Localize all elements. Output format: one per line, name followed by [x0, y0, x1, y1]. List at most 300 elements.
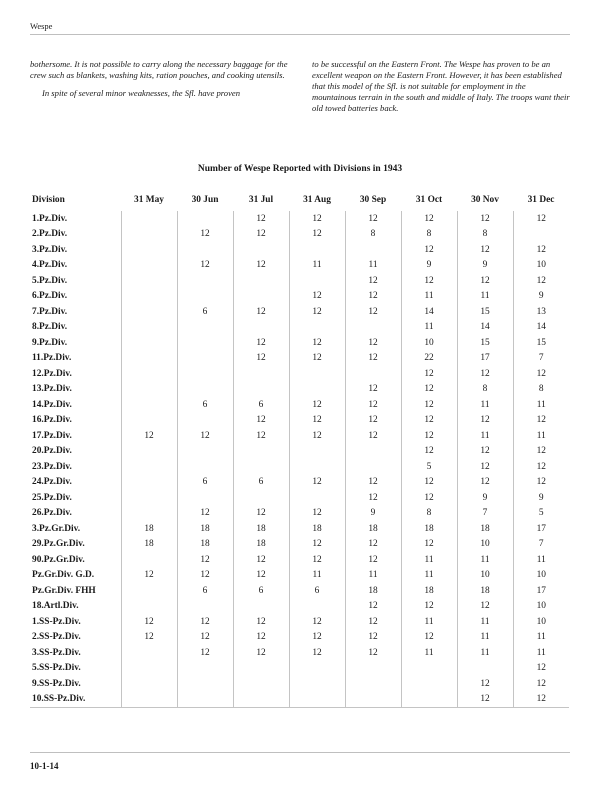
- count-cell: [289, 692, 345, 708]
- column-header-date: 30 Jun: [191, 195, 219, 205]
- count-cell: 12: [289, 397, 345, 413]
- count-cell: 12: [513, 273, 569, 289]
- table-row: [30, 521, 569, 537]
- table-row: [30, 490, 569, 506]
- table-row: [30, 289, 569, 305]
- count-cell: 11: [513, 552, 569, 568]
- count-cell: [121, 552, 177, 568]
- table-row: [30, 242, 569, 258]
- count-cell: 12: [233, 568, 289, 584]
- count-cell: [289, 599, 345, 615]
- count-cell: [289, 459, 345, 475]
- count-cell: 12: [345, 304, 401, 320]
- count-cell: 9: [345, 506, 401, 522]
- count-cell: 11: [401, 289, 457, 305]
- count-cell: 12: [513, 692, 569, 708]
- count-cell: [121, 320, 177, 336]
- division-name-cell: 18.Artl.Div.: [32, 601, 79, 612]
- table-row: [30, 645, 569, 661]
- count-cell: 6: [177, 304, 233, 320]
- column-header-date: 30 Nov: [471, 195, 499, 205]
- count-cell: 12: [233, 413, 289, 429]
- division-name-cell: 16.Pz.Div.: [32, 415, 72, 426]
- count-cell: 12: [457, 211, 513, 227]
- count-cell: [233, 676, 289, 692]
- count-cell: 12: [289, 645, 345, 661]
- footer-rule: [30, 752, 570, 753]
- count-cell: 12: [401, 490, 457, 506]
- count-cell: 12: [289, 335, 345, 351]
- count-cell: 12: [289, 630, 345, 646]
- count-cell: 6: [177, 397, 233, 413]
- count-cell: 10: [457, 568, 513, 584]
- division-name-cell: Pz.Gr.Div. G.D.: [32, 570, 95, 581]
- count-cell: [121, 304, 177, 320]
- count-cell: 12: [345, 490, 401, 506]
- count-cell: 12: [513, 676, 569, 692]
- count-cell: 12: [121, 630, 177, 646]
- right-column: [312, 59, 570, 114]
- count-cell: 18: [177, 521, 233, 537]
- left-paragraph-2: In spite of several minor weaknesses, the Sfl. have proven: [42, 88, 241, 99]
- count-cell: [345, 459, 401, 475]
- count-cell: [121, 599, 177, 615]
- table-row: [30, 552, 569, 568]
- count-cell: [345, 692, 401, 708]
- table-row: [30, 397, 569, 413]
- count-cell: 12: [289, 614, 345, 630]
- division-name-cell: 9.SS-Pz.Div.: [32, 678, 81, 689]
- count-cell: 12: [401, 382, 457, 398]
- division-name-cell: 1.SS-Pz.Div.: [32, 616, 81, 627]
- count-cell: 12: [121, 428, 177, 444]
- count-cell: 12: [401, 413, 457, 429]
- column-header-date: 31 May: [134, 195, 164, 205]
- count-cell: 12: [513, 366, 569, 382]
- count-cell: 12: [457, 242, 513, 258]
- count-cell: [177, 599, 233, 615]
- count-cell: 15: [457, 304, 513, 320]
- count-cell: [289, 661, 345, 677]
- count-cell: 18: [121, 521, 177, 537]
- count-cell: 12: [513, 242, 569, 258]
- count-cell: 11: [457, 289, 513, 305]
- count-cell: 9: [457, 258, 513, 274]
- count-cell: 8: [513, 382, 569, 398]
- division-name-cell: 5.Pz.Div.: [32, 275, 68, 286]
- count-cell: 12: [289, 506, 345, 522]
- header-rule: [30, 34, 570, 35]
- table-row: [30, 661, 569, 677]
- count-cell: 12: [177, 258, 233, 274]
- count-cell: 12: [345, 335, 401, 351]
- count-cell: 12: [401, 630, 457, 646]
- count-cell: 12: [233, 335, 289, 351]
- count-cell: 18: [345, 521, 401, 537]
- count-cell: 12: [401, 273, 457, 289]
- count-cell: 18: [233, 521, 289, 537]
- count-cell: 12: [345, 552, 401, 568]
- column-header-date: 31 Dec: [527, 195, 555, 205]
- count-cell: 12: [233, 552, 289, 568]
- count-cell: [177, 444, 233, 460]
- count-cell: 6: [177, 583, 233, 599]
- count-cell: 12: [345, 382, 401, 398]
- count-cell: 12: [177, 568, 233, 584]
- count-cell: [121, 444, 177, 460]
- count-cell: 12: [289, 552, 345, 568]
- count-cell: 10: [513, 614, 569, 630]
- count-cell: 12: [345, 537, 401, 553]
- count-cell: 18: [401, 521, 457, 537]
- table-row: [30, 614, 569, 630]
- count-cell: 12: [345, 289, 401, 305]
- count-cell: [177, 366, 233, 382]
- table-row: [30, 630, 569, 646]
- count-cell: [177, 320, 233, 336]
- count-cell: 6: [289, 583, 345, 599]
- count-cell: 12: [289, 475, 345, 491]
- count-cell: [233, 382, 289, 398]
- count-cell: 6: [177, 475, 233, 491]
- count-cell: 18: [121, 537, 177, 553]
- count-cell: [233, 444, 289, 460]
- count-cell: 10: [513, 568, 569, 584]
- count-cell: [121, 475, 177, 491]
- division-name-cell: 3.Pz.Gr.Div.: [32, 523, 81, 534]
- table-row: [30, 506, 569, 522]
- count-cell: 13: [513, 304, 569, 320]
- division-name-cell: 7.Pz.Div.: [32, 306, 68, 317]
- count-cell: 12: [289, 227, 345, 243]
- count-cell: [289, 490, 345, 506]
- count-cell: 12: [457, 459, 513, 475]
- count-cell: [121, 258, 177, 274]
- count-cell: [177, 351, 233, 367]
- count-cell: 11: [457, 630, 513, 646]
- table-row: [30, 568, 569, 584]
- count-cell: 12: [401, 242, 457, 258]
- count-cell: [345, 676, 401, 692]
- count-cell: 12: [401, 366, 457, 382]
- count-cell: [233, 366, 289, 382]
- count-cell: [233, 320, 289, 336]
- count-cell: 12: [401, 211, 457, 227]
- count-cell: 7: [513, 351, 569, 367]
- count-cell: 12: [513, 444, 569, 460]
- division-name-cell: 11.Pz.Div.: [32, 353, 72, 364]
- count-cell: 12: [513, 475, 569, 491]
- count-cell: 8: [401, 506, 457, 522]
- count-cell: [233, 459, 289, 475]
- division-name-cell: 3.Pz.Div.: [32, 244, 68, 255]
- count-cell: [233, 490, 289, 506]
- division-name-cell: 6.Pz.Div.: [32, 291, 68, 302]
- count-cell: 12: [177, 630, 233, 646]
- count-cell: 12: [289, 304, 345, 320]
- count-cell: 12: [345, 475, 401, 491]
- count-cell: 12: [289, 428, 345, 444]
- count-cell: 12: [401, 599, 457, 615]
- count-cell: 8: [457, 382, 513, 398]
- count-cell: 12: [457, 366, 513, 382]
- count-cell: 18: [177, 537, 233, 553]
- count-cell: 9: [513, 289, 569, 305]
- count-cell: 12: [457, 413, 513, 429]
- count-cell: [121, 506, 177, 522]
- division-name-cell: 29.Pz.Gr.Div.: [32, 539, 85, 550]
- count-cell: [401, 692, 457, 708]
- count-cell: [177, 335, 233, 351]
- count-cell: 12: [177, 506, 233, 522]
- count-cell: [289, 320, 345, 336]
- column-header-date: 31 Oct: [415, 195, 443, 205]
- count-cell: 12: [345, 630, 401, 646]
- count-cell: 12: [513, 211, 569, 227]
- column-header-date: 30 Sep: [359, 195, 387, 205]
- division-name-cell: 1.Pz.Div.: [32, 213, 68, 224]
- count-cell: 11: [457, 428, 513, 444]
- count-cell: 12: [233, 630, 289, 646]
- count-cell: 10: [513, 258, 569, 274]
- count-cell: [345, 366, 401, 382]
- count-cell: 12: [401, 475, 457, 491]
- count-cell: 11: [289, 258, 345, 274]
- column-header-division: Division: [32, 195, 65, 205]
- body-text: [30, 59, 570, 114]
- count-cell: 11: [457, 552, 513, 568]
- count-cell: 12: [457, 273, 513, 289]
- left-column: [30, 59, 288, 114]
- count-cell: [121, 211, 177, 227]
- table-row: [30, 599, 569, 615]
- count-cell: 12: [457, 692, 513, 708]
- count-cell: [177, 382, 233, 398]
- count-cell: 10: [457, 537, 513, 553]
- count-cell: 11: [401, 614, 457, 630]
- count-cell: 11: [345, 258, 401, 274]
- count-cell: 11: [401, 320, 457, 336]
- division-name-cell: 8.Pz.Div.: [32, 322, 68, 333]
- count-cell: 11: [457, 397, 513, 413]
- left-paragraph-1: bothersome. It is not possible to carry along the necessary baggage for the crew such as blankets, washing kits, ration pouches, and cooking utensils.: [30, 59, 288, 81]
- table-row: [30, 304, 569, 320]
- count-cell: [289, 444, 345, 460]
- table-row: [30, 273, 569, 289]
- count-cell: 12: [345, 614, 401, 630]
- division-name-cell: 17.Pz.Div.: [32, 430, 72, 441]
- table-row: [30, 227, 569, 243]
- count-cell: 6: [233, 583, 289, 599]
- count-cell: [121, 351, 177, 367]
- table-row: [30, 583, 569, 599]
- count-cell: 11: [401, 568, 457, 584]
- count-cell: 14: [513, 320, 569, 336]
- count-cell: 8: [401, 227, 457, 243]
- count-cell: [121, 289, 177, 305]
- count-cell: [401, 661, 457, 677]
- table-row: [30, 444, 569, 460]
- count-cell: 12: [177, 645, 233, 661]
- count-cell: 17: [457, 351, 513, 367]
- count-cell: [289, 242, 345, 258]
- table-row: [30, 351, 569, 367]
- count-cell: 12: [233, 351, 289, 367]
- table-row: [30, 382, 569, 398]
- table-row: [30, 335, 569, 351]
- division-name-cell: 20.Pz.Div.: [32, 446, 72, 457]
- division-name-cell: 12.Pz.Div.: [32, 368, 72, 379]
- count-cell: 11: [345, 568, 401, 584]
- count-cell: 12: [233, 211, 289, 227]
- count-cell: [289, 273, 345, 289]
- count-cell: 12: [233, 614, 289, 630]
- count-cell: 6: [233, 475, 289, 491]
- count-cell: [289, 366, 345, 382]
- count-cell: 12: [457, 475, 513, 491]
- division-name-cell: 2.Pz.Div.: [32, 229, 68, 240]
- table-header-row: [30, 189, 569, 211]
- count-cell: [457, 661, 513, 677]
- count-cell: 12: [401, 397, 457, 413]
- count-cell: 12: [457, 599, 513, 615]
- count-cell: 12: [345, 645, 401, 661]
- count-cell: 11: [289, 568, 345, 584]
- count-cell: 10: [513, 599, 569, 615]
- count-cell: 18: [457, 521, 513, 537]
- count-cell: 12: [233, 506, 289, 522]
- table-row: [30, 413, 569, 429]
- division-name-cell: 10.SS-Pz.Div.: [30, 692, 121, 708]
- table-title: Number of Wespe Reported with Divisions in 1943: [197, 164, 403, 174]
- count-cell: 9: [457, 490, 513, 506]
- count-cell: 12: [401, 428, 457, 444]
- division-name-cell: 9.Pz.Div.: [32, 337, 68, 348]
- count-cell: 12: [345, 428, 401, 444]
- count-cell: [121, 692, 177, 708]
- count-cell: [233, 599, 289, 615]
- division-name-cell: Pz.Gr.Div. FHH: [32, 585, 96, 596]
- count-cell: 8: [345, 227, 401, 243]
- count-cell: 7: [513, 537, 569, 553]
- division-name-cell: 5.SS-Pz.Div.: [32, 663, 81, 674]
- count-cell: 12: [289, 211, 345, 227]
- count-cell: 11: [513, 397, 569, 413]
- count-cell: 12: [233, 304, 289, 320]
- count-cell: 18: [457, 583, 513, 599]
- division-name-cell: 13.Pz.Div.: [32, 384, 72, 395]
- count-cell: [121, 382, 177, 398]
- count-cell: 12: [513, 413, 569, 429]
- count-cell: [177, 490, 233, 506]
- table-row: [30, 676, 569, 692]
- count-cell: 12: [289, 351, 345, 367]
- count-cell: 8: [457, 227, 513, 243]
- count-cell: [177, 413, 233, 429]
- count-cell: 11: [401, 645, 457, 661]
- table-row: [30, 428, 569, 444]
- count-cell: [121, 227, 177, 243]
- division-name-cell: 23.Pz.Div.: [32, 461, 72, 472]
- count-cell: 12: [233, 227, 289, 243]
- count-cell: 12: [289, 289, 345, 305]
- count-cell: [177, 661, 233, 677]
- count-cell: [345, 444, 401, 460]
- page-number: 10-1-14: [30, 761, 59, 771]
- wespe-table: [30, 189, 569, 708]
- count-cell: 12: [121, 614, 177, 630]
- count-cell: 17: [513, 521, 569, 537]
- table-body: [30, 211, 569, 708]
- division-name-cell: 2.SS-Pz.Div.: [32, 632, 81, 643]
- count-cell: 12: [457, 676, 513, 692]
- count-cell: 14: [401, 304, 457, 320]
- count-cell: [177, 459, 233, 475]
- count-cell: 11: [401, 552, 457, 568]
- count-cell: 12: [177, 428, 233, 444]
- count-cell: 12: [289, 413, 345, 429]
- count-cell: [121, 645, 177, 661]
- count-cell: [121, 413, 177, 429]
- count-cell: [233, 661, 289, 677]
- count-cell: 12: [457, 444, 513, 460]
- count-cell: 6: [233, 397, 289, 413]
- count-cell: [289, 382, 345, 398]
- count-cell: 5: [401, 459, 457, 475]
- count-cell: 12: [233, 645, 289, 661]
- count-cell: 17: [513, 583, 569, 599]
- count-cell: 12: [345, 599, 401, 615]
- table-row: [30, 692, 569, 708]
- division-name-cell: 90.Pz.Gr.Div.: [32, 554, 85, 565]
- table-row: [30, 258, 569, 274]
- table-row: [30, 537, 569, 553]
- count-cell: 12: [121, 568, 177, 584]
- count-cell: 22: [401, 351, 457, 367]
- count-cell: 5: [513, 506, 569, 522]
- table-row: [30, 211, 569, 227]
- column-header-date: 31 Aug: [303, 195, 331, 205]
- count-cell: 12: [177, 552, 233, 568]
- division-name-cell: 24.Pz.Div.: [32, 477, 72, 488]
- count-cell: [233, 242, 289, 258]
- count-cell: 12: [177, 614, 233, 630]
- count-cell: [177, 242, 233, 258]
- table-row: [30, 475, 569, 491]
- count-cell: 18: [233, 537, 289, 553]
- table-row: [30, 320, 569, 336]
- count-cell: 12: [177, 227, 233, 243]
- count-cell: [177, 211, 233, 227]
- count-cell: [233, 692, 289, 708]
- division-name-cell: 25.Pz.Div.: [32, 492, 72, 503]
- count-cell: [233, 273, 289, 289]
- count-cell: 12: [401, 444, 457, 460]
- table-row: [30, 459, 569, 475]
- count-cell: [233, 289, 289, 305]
- count-cell: [121, 490, 177, 506]
- division-name-cell: 14.Pz.Div.: [32, 399, 72, 410]
- count-cell: 14: [457, 320, 513, 336]
- count-cell: 11: [457, 614, 513, 630]
- count-cell: 7: [457, 506, 513, 522]
- count-cell: 15: [513, 335, 569, 351]
- count-cell: 12: [513, 661, 569, 677]
- count-cell: [177, 273, 233, 289]
- count-cell: 12: [345, 273, 401, 289]
- count-cell: 12: [289, 537, 345, 553]
- count-cell: 15: [457, 335, 513, 351]
